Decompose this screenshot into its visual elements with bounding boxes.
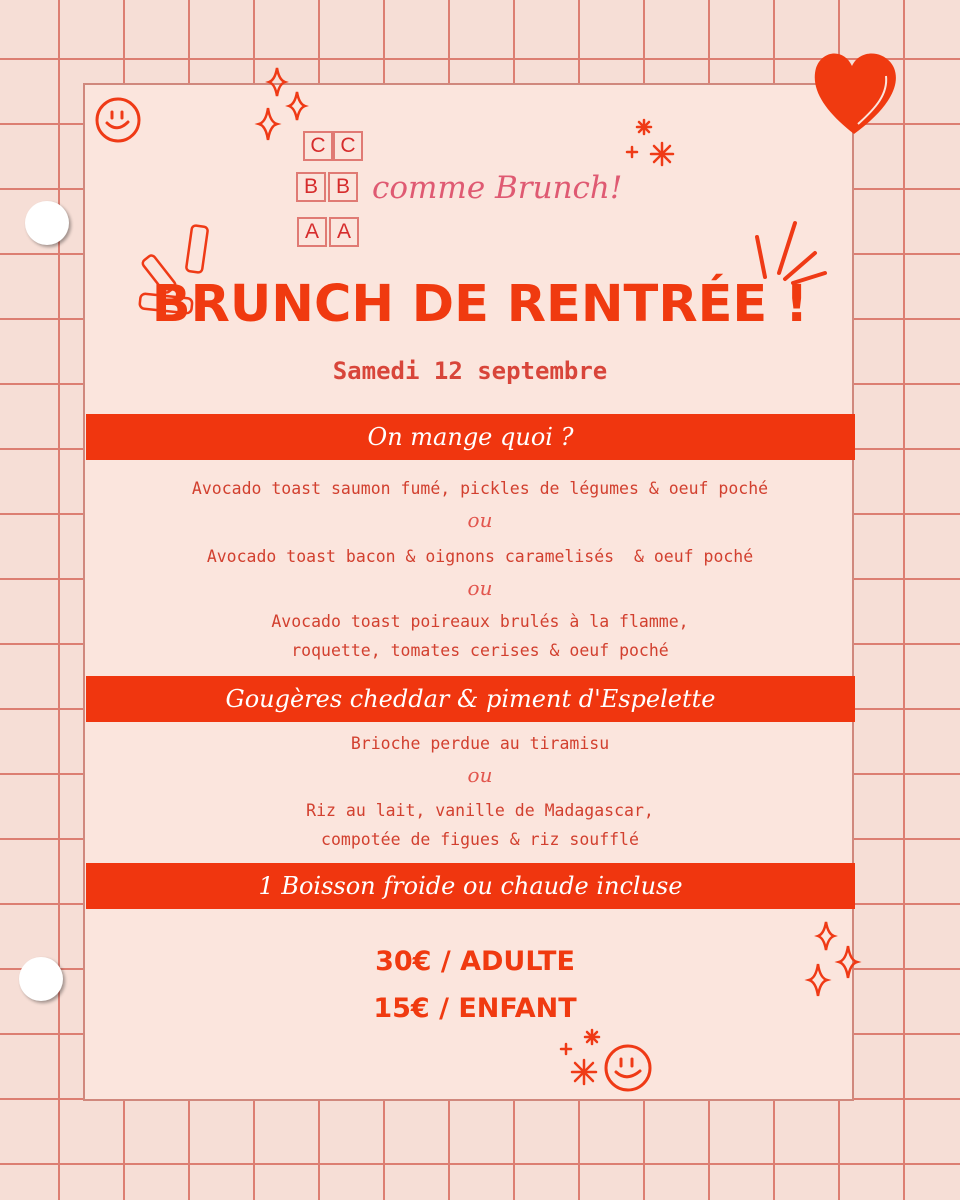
heart-icon [806,42,906,142]
menu-option: Avocado toast poireaux brulés à la flamme, [271,612,689,631]
smiley-icon [90,95,146,145]
block-b2: B [328,172,358,202]
block-a1: A [297,217,327,247]
dessert-option: Brioche perdue au tiramisu [350,734,610,753]
section-heading-starter: Gougères cheddar & piment d'Espelette [86,676,855,722]
menu-separator: ou [467,576,493,600]
menu-option: roquette, tomates cerises & oeuf poché [291,641,669,660]
block-a2: A [329,217,359,247]
asterisk-icon [622,116,682,176]
section-heading-drink: 1 Boisson froide ou chaude incluse [86,863,855,909]
binder-hole-top [25,201,69,245]
dessert-option: compotée de figues & riz soufflé [321,830,639,849]
tagline: comme Brunch! [372,170,623,206]
menu-separator: ou [467,763,493,787]
event-date: Samedi 12 septembre [332,357,608,385]
section-heading-menu: On mange quoi ? [86,414,855,460]
page-title: BRUNCH DE RENTRÉE ! [151,275,809,334]
menu-option: Avocado toast bacon & oignons caramelisés & oeuf poché [206,547,754,566]
price-child: 15€ / ENFANT [373,993,577,1024]
menu-option: Avocado toast saumon fumé, pickles de légumes & oeuf poché [191,479,769,498]
price-adult: 30€ / ADULTE [375,946,575,977]
sparkle-icon [800,916,866,1006]
menu-separator: ou [467,508,493,532]
smiley-icon [600,1042,658,1094]
dessert-option: Riz au lait, vanille de Madagascar, [306,801,654,820]
block-b1: B [296,172,326,202]
block-c1: C [303,131,333,161]
block-c2: C [333,131,363,161]
